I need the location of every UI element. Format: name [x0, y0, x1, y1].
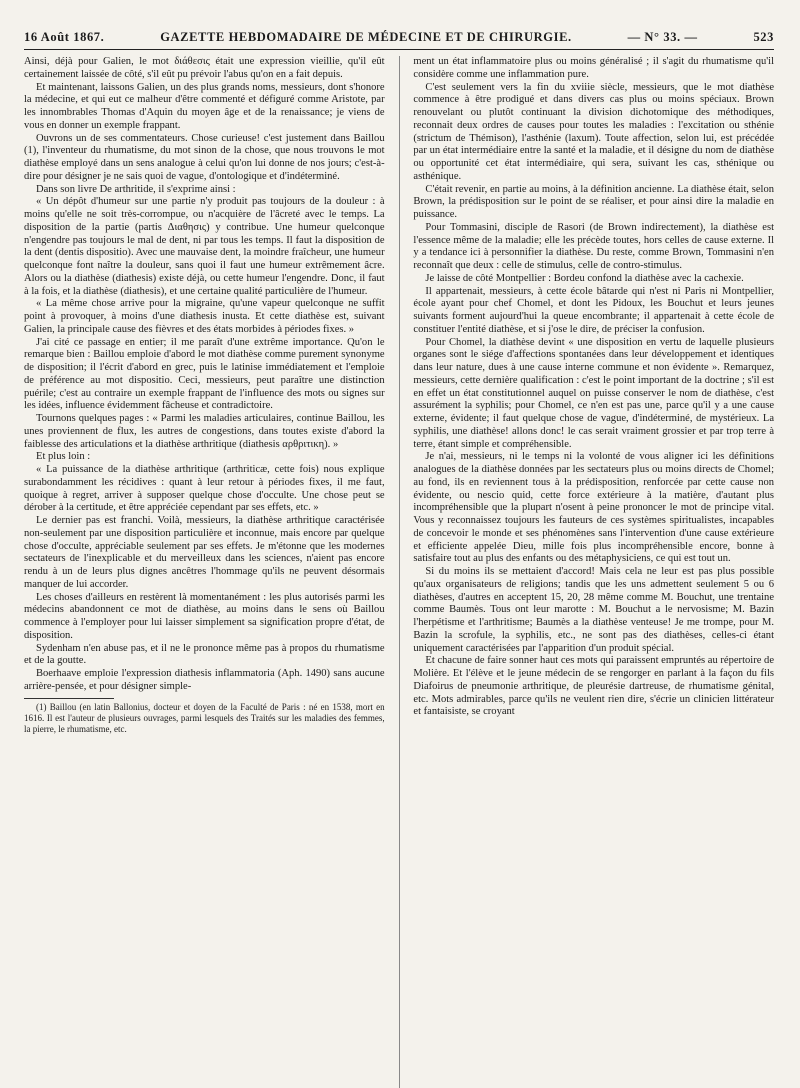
paragraph: Le dernier pas est franchi. Voilà, messieurs, la diathèse arthritique caractérisée non-seulement par une disposition particulière et inconnue, mais encore par quelque chose d'occulte, appréciable seulement par ses effets. Je m'étonne que les modernes sectateurs de l'inexplicable et du merveilleux dans les sciences, n'aient pas encore rendu à un de leurs plus dignes ancêtres l'hommage qu'ils ne peuvent désormais manquer de lui accorder. — [24, 515, 385, 590]
paragraph: Et maintenant, laissons Galien, un des plus grands noms, messieurs, dont s'honore la médecine, et qui eut ce malheur d'être commenté et défiguré comme Aristote, par les innombrables Thomas d'Aquin du moyen âge et de la renaissance; je viens de vous en donner un exemple frappant. — [24, 81, 385, 131]
paragraph: J'ai cité ce passage en entier; il me paraît d'une extrême importance. Qu'on le remarque bien : Baillou emploie d'abord le mot diathèse comme purement synonyme de disposition; il l'écrit d'abord en grec, puis le latinise immédiatement et l'emploie de préférence au mot dispositio. Ceci, messieurs, peut paraître une distinction puérile; c'est au contraire un exemple frappant de l'influence des mots ou signes sur les idées, influence évidemment fâcheuse et contradictoire. — [24, 336, 385, 412]
page-number: 523 — [753, 30, 774, 44]
paragraph: Il appartenait, messieurs, à cette école bâtarde qui n'est ni Paris ni Montpellier, école ayant pour chef Chomel, et dont les Pidoux, les Bouchut et leurs jeunes suivants forment aujourd'hui la queue encombrante; il appartenait à cette école de constituer l'entité diathèse, et si j'ose le dire, de préciser la confusion. — [413, 285, 775, 335]
column-divider — [399, 56, 400, 1088]
paragraph: Sydenham n'en abuse pas, et il ne le prononce même pas à propos du rhumatisme et de la goutte. — [24, 642, 385, 667]
header-title: GAZETTE HEBDOMADAIRE DE MÉDECINE ET DE CHIRURGIE. — [160, 30, 572, 44]
paragraph: Et plus loin : — [36, 451, 91, 463]
paragraph: Les choses d'ailleurs en restèrent là momentanément : les plus autorisés parmi les médecins abandonnent ce mot de diathèse, au moins dans le sens où Baillou commence à l'employer pour lui laisser simplement sa signification propre d'état, de disposition. — [24, 591, 385, 641]
header-number: — N° 33. — — [627, 30, 698, 44]
paragraph: Et chacune de faire sonner haut ces mots qui paraissent empruntés au répertoire de Molière. Et l'élève et le jeune médecin de se rengorger en parlant à la façon du fils Diafoirus de pneumonie arthritique, de pleurésie dartreuse, de rhumatisme génital, etc. Mots admirables, parce qu'ils ne veulent rien dire, s'écrie un clinicien littérateur et fantaisiste, se croyant — [413, 655, 775, 718]
paragraph: Pour Chomel, la diathèse devint « une disposition en vertu de laquelle plusieurs organes sont le siége d'affections spontanées dans leur développement et identiques dans leur nature, dues à une cause interne commune et non évidente ». Remarquez, messieurs, cette dernière qualification : c'est le point important de la doctrine ; s'il est en effet un état constitutionnel auquel on puisse conserver le nom de diathèse, c'est assurément la syphilis; pour Chomel, ce n'en est pas une, parce qu'il y a une cause externe, évidente; il faut quelque chose de vague, d'indéterminé, de mystérieux. La syphilis, une diathèse! allons donc! le cas serait vraiment grossier et par trop terre à terre, étant simple et compréhensible. — [413, 336, 775, 450]
footnote-rule — [24, 698, 114, 699]
paragraph: Tournons quelques pages : « Parmi les maladies articulaires, continue Baillou, les unes proviennent de flux, les autres de congestions, dans toutes existe d'abord la faiblesse des articulations et la diathèse arthritique (diathesis αρθριτικη). » — [24, 413, 385, 450]
paragraph: ment un état inflammatoire plus ou moins généralisé ; il s'agit du rhumatisme qu'il considère comme une inflammation pure. — [413, 56, 775, 80]
paragraph: « Un dépôt d'humeur sur une partie n'y produit pas toujours de la douleur : à moins qu'elle ne soit très-corrompue, ou n'acquière de l'âcreté avec le temps. La disposition de la partie (partis Διαθησις) y contribue. Une humeur quelconque n'engendre pas toujours le mal de dent, ni par tous les temps. Il faut la disposition de la dent (dentis dispositio). Avec une mauvaise dent, la moindre fraîcheur, une humeur quelconque font naître la douleur, sans quoi il faut une humeur extrêmement âcre. Alors ou la diathèse (diathesis) existe déjà, ou cette humeur l'engendre. Donc, il faut à la fois, et la diathèse (diathesis), et une certaine qualité particulière de l'humeur. — [24, 196, 385, 297]
footnote: (1) Baillou (en latin Ballonius, docteur et doyen de la Faculté de Paris : né en 1538, mort en 1616. Il est l'auteur de plusieurs ouvrages, parmi lesquels des Traités sur les maladies des femmes, la pierre, le rhumatisme, etc. — [24, 701, 385, 734]
paragraph: Boerhaave emploie l'expression diathesis inflammatoria (Aph. 1490) sans aucune arrière-pensée, et pour désigner simple- — [24, 668, 385, 692]
paragraph: Je n'ai, messieurs, ni le temps ni la volonté de vous aligner ici les définitions analogues de la diathèse données par les sectateurs plus ou moins directs de Chomel; au fond, ils en reviennent tous à la prédisposition, renforcée par cette cause non évidente, ou nescio quid, cette force extérieure à la matière, d'autant plus incompréhensible que la plupart n'osent à peine prononcer le mot de principe vital. Vous y reconnaissez toujours les fauteurs de ces systèmes spiritualistes, incapables de concevoir le monde et ses phénomènes sans l'intervention d'une cause extérieure et efficiente appelée Dieu, mille fois plus incompréhensible encore, bonne à satisfaire tout au plus des enfants ou des métaphysiciens, ce qui est tout un. — [413, 451, 775, 565]
paragraph: « La puissance de la diathèse arthritique (arthriticæ, cette fois) nous explique surabondamment les récidives : quant à leur retour à périodes fixes, il me faut, quoique à regret, arriver à supposer quelque chose d'occulte. Une chose peut se dérober à la certitude, et être appréciée cependant par ses effets, etc. » — [24, 464, 385, 514]
paragraph: Je laisse de côté Montpellier : Bordeu confond la diathèse avec la cachexie. — [425, 272, 744, 284]
paragraph: C'était revenir, en partie au moins, à la définition ancienne. La diathèse était, selon Brown, la prédisposition sur le point de se réaliser, et pour ainsi dire la maladie en puissance. — [413, 183, 775, 220]
paragraph: Ainsi, déjà pour Galien, le mot διάθεσις était une expression vieillie, qu'il eût certainement laissée de côté, s'il eût pu prévoir l'abus qu'on en a fait depuis. — [24, 56, 385, 80]
paragraph: C'est seulement vers la fin du xviiie siècle, messieurs, que le mot diathèse commence à être prodigué et dans divers cas plus ou moins spéciaux. Brown renouvelant ou plutôt continuant la division dichotomique des méthodiques, reconnait deux ordres de causes pour toutes les maladies : l'excitation ou sthénie (strictum de Thémison), l'asthénie (laxum). Toute affection, selon lui, est précédée par un état intermédiaire entre la santé et la maladie, et il désigne du nom de diathèse ou opportunité cet état intermédiaire, qui sera, suivant les cas, sthénique ou asthénique. — [413, 81, 775, 182]
text-columns — [24, 56, 774, 1088]
paragraph: Pour Tommasini, disciple de Rasori (de Brown indirectement), la diathèse est l'essence même de la maladie; elle les précède toutes, hors celles de cause externe. Il y a tendance ici à personnifier la diathèse. Du reste, comme Brown, Tommasini n'en reconnaît que deux : celle de stimulus, celle de contro-stimulus. — [413, 221, 775, 271]
running-header — [24, 30, 774, 50]
right-column — [413, 56, 774, 1088]
paragraph: Ouvrons un de ses commentateurs. Chose curieuse! c'est justement dans Baillou (1), l'inventeur du rhumatisme, du mot sinon de la chose, que nous trouvons le mot diathèse employé dans un sens analogue à celui qu'on lui donne de nos jours; c'est-à-dire pour désigner je ne sais quoi de vague, d'ontologique et d'indéterminé. — [24, 132, 385, 182]
header-date: 16 Août 1867. — [24, 30, 105, 44]
left-column — [24, 56, 385, 1088]
paragraph: Dans son livre De arthritide, il s'exprime ainsi : — [36, 183, 236, 195]
paragraph: « La même chose arrive pour la migraine, qu'une vapeur quelconque ne suffit point à provoquer, à moins d'une diathesis inusta. Et cette diathèse est, suivant Galien, la principale cause des fièvres et des états morbides à périodes fixes. » — [24, 298, 385, 335]
paragraph: Si du moins ils se mettaient d'accord! Mais cela ne leur est pas plus possible qu'aux organisateurs de religions; tandis que les uns admettent seulement 5 ou 6 diathèses, d'autres en acceptent 15, 20, 28 même comme M. Bouchut, une trentaine comme Baumès. Tous ont leur marotte : M. Bouchut a le nervosisme; M. Bazin l'herpétisme et l'arthritisme; Baumès a la diathèse venteuse! Je me trompe, pour M. Bazin la scrofule, la syphilis, etc., ne sont pas des diathèses, celles-ci étant uniquement caractérisées par l'apparition d'un produit spécial. — [413, 566, 775, 654]
